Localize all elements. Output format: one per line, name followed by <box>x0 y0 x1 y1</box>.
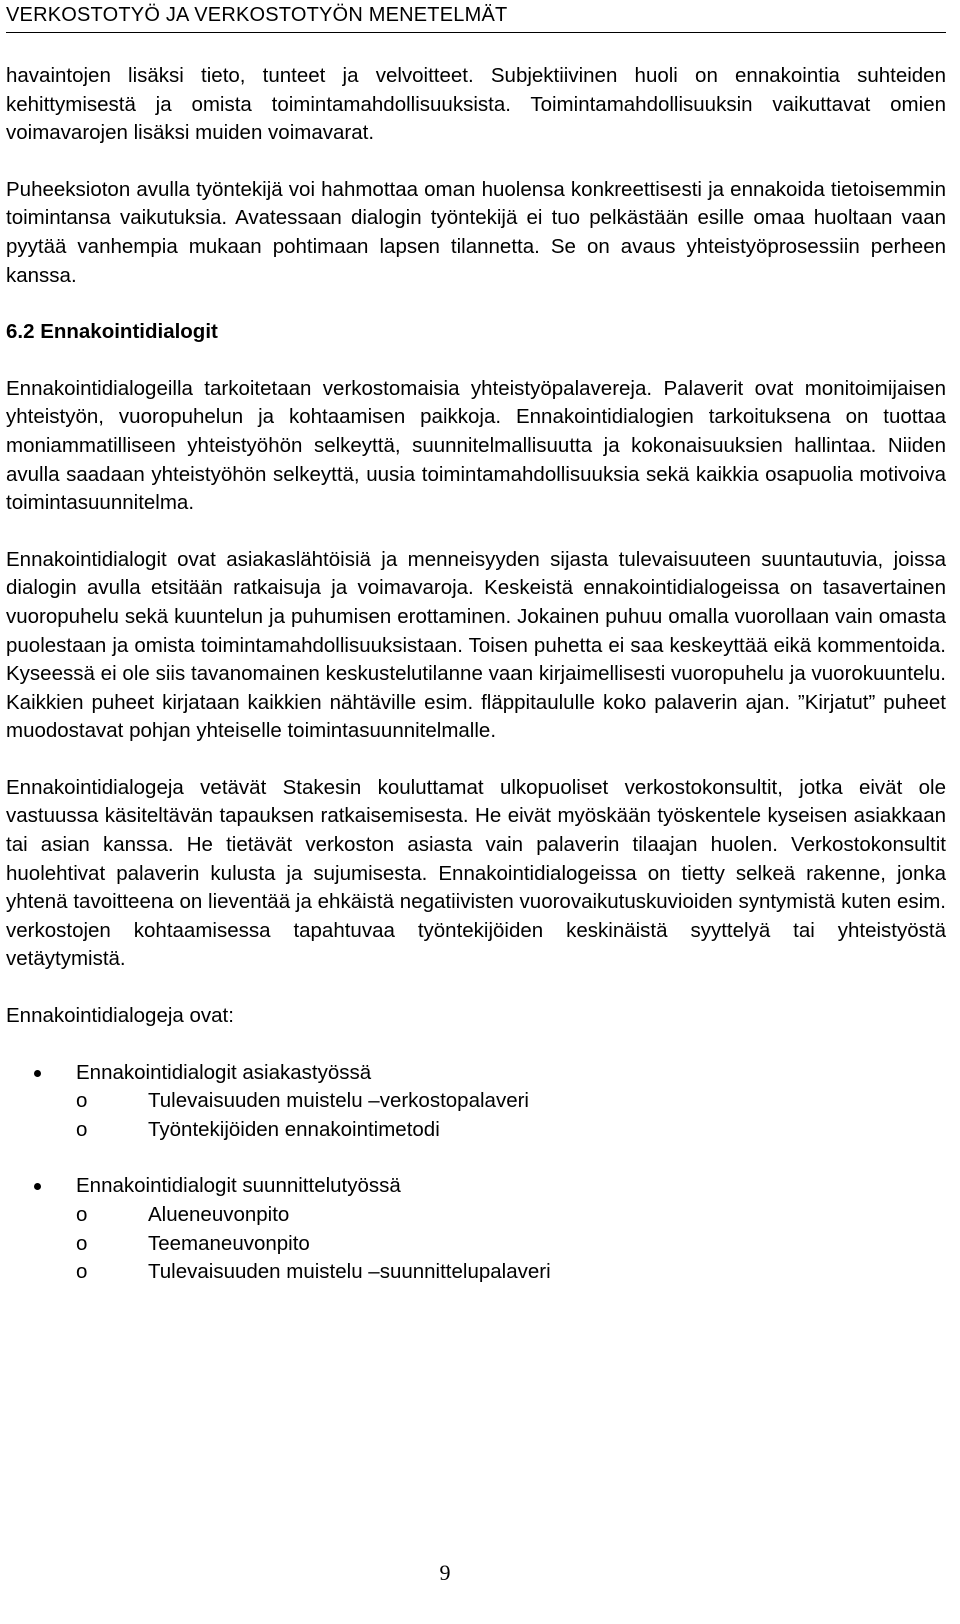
paragraph-section-2: Ennakointidialogit ovat asiakaslähtöisiä ja menneisyyden sijasta tulevaisuuteen suuntautuvia, joissa dialogin avulla etsitään ratkaisuja ja voimavaroja. Keskeistä ennakointidialogeissa on tasavertainen vuoropuhelu sekä kuuntelun ja puhumisen erottaminen. Jokainen puhuu omalla vuorollaan vain omasta puolestaan ja omista toimintamahdollisuuksistaan. Toisen puhetta ei saa keskeyttää eikä kommentoida. Kyseessä ei ole siis tavanomainen keskustelutilanne vaan kirjaimellisesti vuoropuhelu ja vuorokuuntelu. Kaikkien puheet kirjataan kaikkien nähtäville esim. fläppitaululle koko palaverin ajan. ”Kirjatut” puheet muodostavat pohjan yhteiselle toimintasuunnitelmalle. <box>6 547 946 743</box>
bullet-icon <box>34 1183 41 1190</box>
circle-bullet-icon: o <box>76 1231 88 1255</box>
circle-bullet-icon: o <box>76 1203 88 1226</box>
sub-list-item-label: Tulevaisuuden muistelu –verkostopalaveri <box>148 1089 529 1113</box>
running-header: VERKOSTOTYÖ JA VERKOSTOTYÖN MENETELMÄT <box>6 4 508 26</box>
list-item <box>6 1172 946 1286</box>
paragraph-intro-2: Puheeksioton avulla työntekijä voi hahmottaa oman huolensa konkreettisesti ja ennakoida tietoisemmin toimintansa vaikutuksia. Avatessaan dialogin työntekijä ei tuo pelkästään esille omaa huoltaan vaan pyytää vanhempia mukaan pohtimaan lapsen tilannetta. Se on avaus yhteistyöprosessiin perheen kanssa. <box>6 177 946 287</box>
sub-list <box>76 1201 946 1287</box>
circle-bullet-icon: o <box>76 1117 88 1141</box>
circle-bullet-icon: o <box>76 1089 88 1113</box>
page-number: 9 <box>439 1560 451 1585</box>
sub-list-item-label: Teemaneuvonpito <box>148 1231 310 1255</box>
sub-list <box>76 1087 946 1144</box>
sub-list-item <box>76 1258 946 1287</box>
sub-list-item <box>76 1230 946 1259</box>
header-rule <box>6 32 946 33</box>
sub-list-item-label: Alueneuvonpito <box>148 1203 290 1226</box>
paragraph-section-3: Ennakointidialogeja vetävät Stakesin kouluttamat ulkopuoliset verkostokonsultit, jotka eivät ole vastuussa käsiteltävän tapauksen ratkaisemisesta. He eivät myöskään työskentele kyseisen asiakkaan tai asian kanssa. He tietävät verkoston asiasta vain palaverin tilaajan huolen. Verkostokonsultit huolehtivat palaverin kulusta ja sujumisesta. Ennakointidialogeissa on tietty selkeä rakenne, jonka yhtenä tavoitteena on lieventää ja ehkäistä negatiivisten vuorovaikutuskuvioiden syntymistä kuten esim. verkostojen kohtaamisessa tapahtuvaa työntekijöiden keskinäistä syyttelyä tai yhteistyöstä vetäytymistä. <box>6 775 946 971</box>
sub-list-item-label: Tulevaisuuden muistelu –suunnittelupalaveri <box>148 1260 551 1284</box>
sub-list-item-label: Työntekijöiden ennakointimetodi <box>148 1117 440 1141</box>
dialogue-type-list <box>6 1059 946 1287</box>
circle-bullet-icon: o <box>76 1260 88 1284</box>
list-item-label: Ennakointidialogit suunnittelutyössä <box>76 1174 401 1198</box>
bullet-icon <box>34 1070 41 1077</box>
paragraph-intro-1: havaintojen lisäksi tieto, tunteet ja velvoitteet. Subjektiivinen huoli on ennakointia suhteiden kehittymisestä ja omista toimintamahdollisuuksista. Toimintamahdollisuuksin vaikuttavat omien voimavarojen lisäksi muiden voimavarat. <box>6 64 946 145</box>
paragraph-section-1: Ennakointidialogeilla tarkoitetaan verkostomaisia yhteistyöpalavereja. Palaverit ovat monitoimijaisen yhteistyön, vuoropuhelun ja kohtaamisen paikkoja. Ennakointidialogien tarkoituksena on tuottaa moniammatilliseen yhteistyöhön selkeyttä, suunnitelmallisuutta ja kokonaisuuksien hallintaa. Niiden avulla saadaan yhteistyöhön selkeyttä, uusia toimintamahdollisuuksia sekä kaikkia osapuolia motivoiva toimintasuunnitelma. <box>6 376 946 515</box>
section-heading: 6.2 Ennakointidialogit <box>6 320 218 344</box>
sub-list-item <box>76 1116 946 1145</box>
list-intro: Ennakointidialogeja ovat: <box>6 1004 234 1028</box>
list-item-label: Ennakointidialogit asiakastyössä <box>76 1060 372 1084</box>
sub-list-item <box>76 1201 946 1230</box>
sub-list-item <box>76 1087 946 1116</box>
list-item <box>6 1059 946 1145</box>
page-body <box>6 62 946 1287</box>
